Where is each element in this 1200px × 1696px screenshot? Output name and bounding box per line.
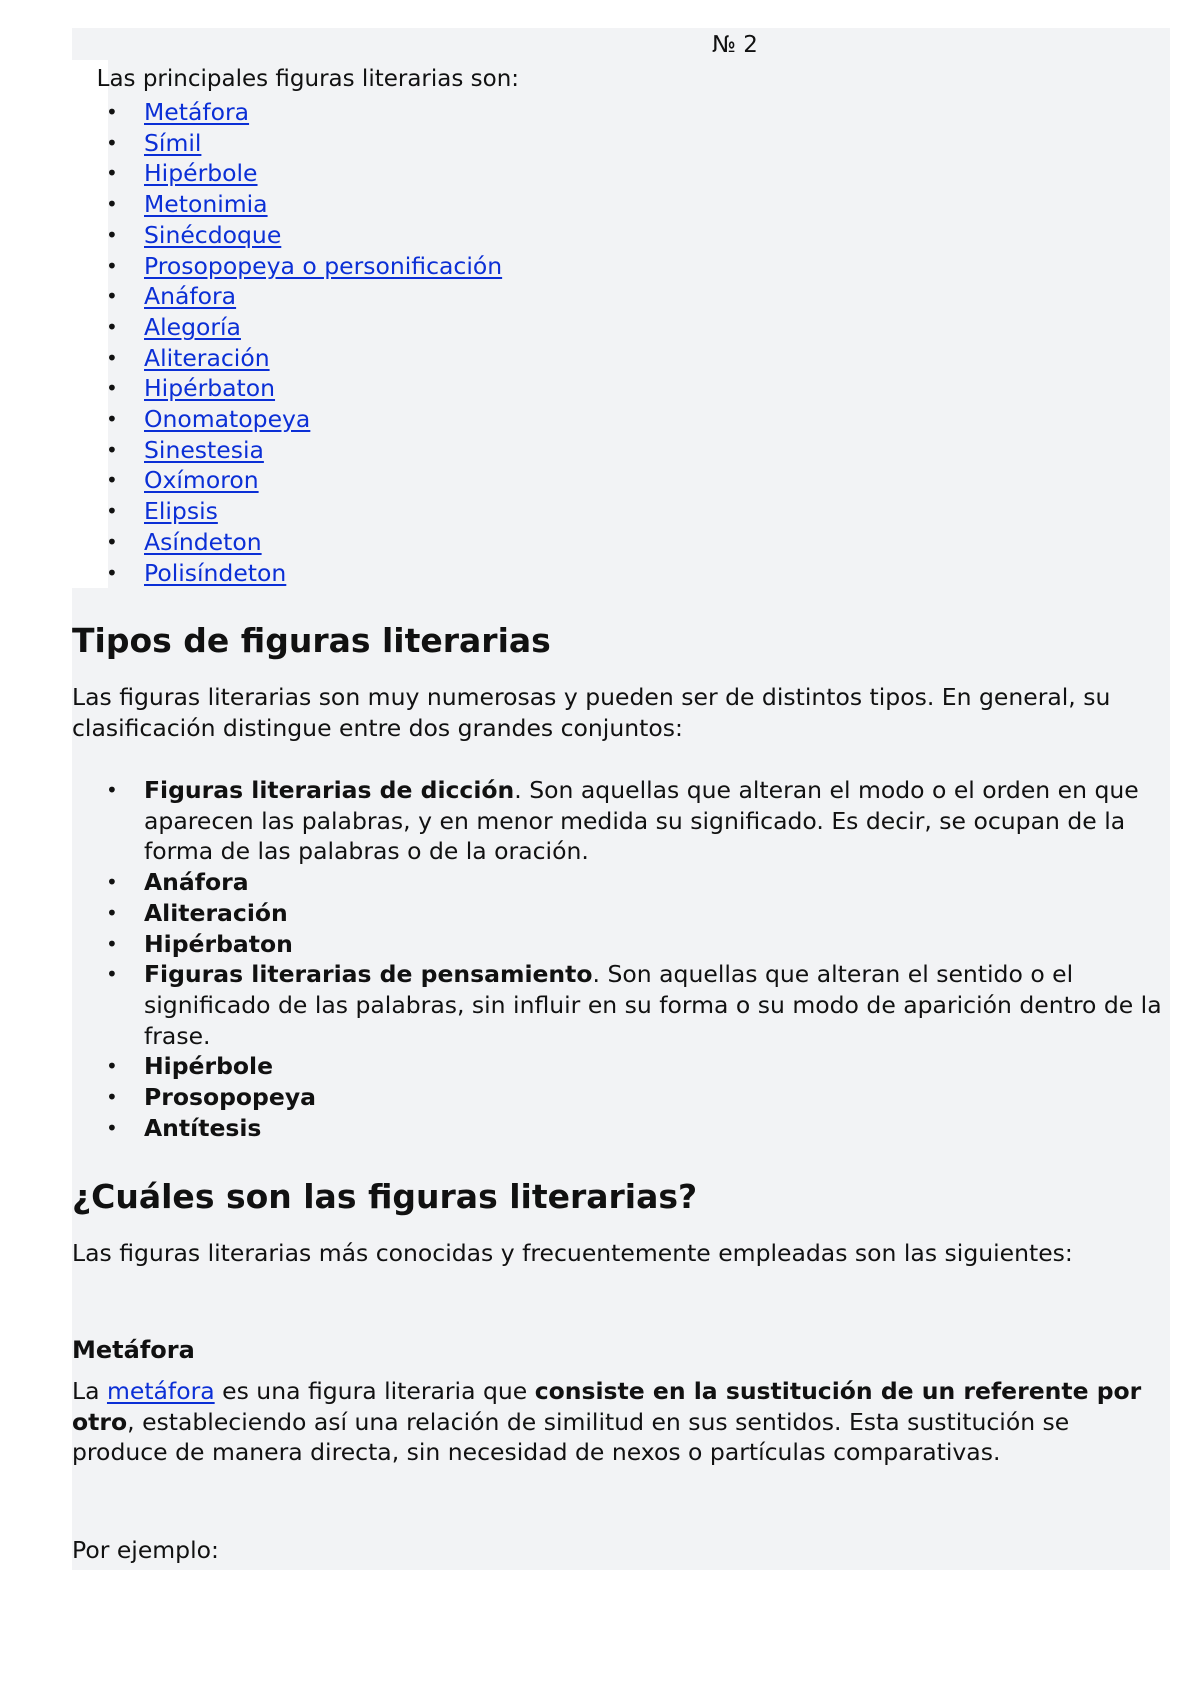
figure-link-onomatopeya[interactable]: Onomatopeya <box>144 405 311 434</box>
figure-link-metafora[interactable]: Metáfora <box>144 98 250 126</box>
list-item <box>72 97 502 128</box>
thought-item: Prosopopeya <box>144 1083 316 1112</box>
list-item <box>72 558 502 589</box>
list-item <box>72 1082 1177 1113</box>
page-number: № 2 <box>712 32 758 58</box>
figure-link-aliteracion[interactable]: Aliteración <box>144 343 270 372</box>
types-heading: Tipos de figuras literarias <box>72 621 551 660</box>
diction-item: Anáfora <box>144 868 249 897</box>
figure-link-metonimia[interactable]: Metonimia <box>144 190 268 219</box>
list-item <box>72 465 502 496</box>
types-list <box>72 775 1177 1143</box>
figure-link-anafora[interactable]: Anáfora <box>144 282 237 311</box>
figure-link-simil[interactable]: Símil <box>144 128 202 157</box>
metaphor-definition: consiste en la sustitución de un referente por otro <box>72 1377 1142 1436</box>
list-header-text: Las principales figuras literarias son: <box>96 66 520 92</box>
metaphor-paragraph <box>72 1376 1167 1468</box>
figure-link-alegoria[interactable]: Alegoría <box>144 312 241 341</box>
list-item <box>72 867 1177 898</box>
types-intro: Las figuras literarias son muy numerosas y pueden ser de distintos tipos. En general, su clasificación distingue entre dos grandes conjuntos: <box>72 683 1111 742</box>
list-item <box>72 929 1177 960</box>
list-item <box>72 312 502 343</box>
list-item <box>72 898 1177 929</box>
metaphor-text-start: La <box>72 1377 107 1405</box>
figure-link-polisindeton[interactable]: Polisíndeton <box>144 558 287 587</box>
metaphor-link[interactable]: metáfora <box>106 1377 215 1405</box>
metaphor-heading: Metáfora <box>72 1336 195 1364</box>
list-item <box>72 281 502 312</box>
list-item <box>72 775 1177 867</box>
list-item <box>72 220 502 251</box>
metaphor-text-mid: es una figura literaria que <box>214 1377 535 1405</box>
example-label: Por ejemplo: <box>72 1536 219 1564</box>
thought-term: Figuras literarias de pensamiento <box>144 960 593 989</box>
figure-link-sinestesia[interactable]: Sinestesia <box>144 435 264 464</box>
list-item <box>72 959 1177 1051</box>
list-item <box>72 496 502 527</box>
figure-link-asindeton[interactable]: Asíndeton <box>144 527 262 556</box>
metaphor-text-end: , estableciendo así una relación de similitud en sus sentidos. Esta sustitución se produce de manera directa, sin necesidad de nexos o partículas comparativas. <box>72 1407 1070 1467</box>
list-item <box>72 1113 1177 1144</box>
figure-link-hiperbole[interactable]: Hipérbole <box>144 159 258 188</box>
figure-link-elipsis[interactable]: Elipsis <box>144 497 218 526</box>
list-item <box>72 527 502 558</box>
thought-item: Hipérbole <box>144 1052 274 1081</box>
figure-link-oximoron[interactable]: Oxímoron <box>144 466 259 495</box>
diction-term: Figuras literarias de dicción <box>144 776 515 804</box>
list-item <box>72 189 502 220</box>
list-item <box>72 1051 1177 1082</box>
list-item <box>72 343 502 374</box>
which-heading: ¿Cuáles son las figuras literarias? <box>72 1177 698 1216</box>
diction-item: Aliteración <box>144 898 288 927</box>
figure-link-hiperbaton[interactable]: Hipérbaton <box>144 374 276 403</box>
list-item <box>72 404 502 435</box>
list-item <box>72 158 502 189</box>
figure-link-sinecdoque[interactable]: Sinécdoque <box>144 220 282 249</box>
which-intro: Las figuras literarias más conocidas y frecuentemente empleadas son las siguientes: <box>72 1239 1073 1267</box>
diction-description: . Son aquellas que alteran el modo o el orden en que aparecen las palabras, y en menor medida su significado. Es decir, se ocupan de la forma de las palabras o de la oración. <box>144 776 1139 866</box>
thought-item: Antítesis <box>144 1113 262 1142</box>
diction-item: Hipérbaton <box>144 929 293 958</box>
list-item <box>72 373 502 404</box>
list-item <box>72 251 502 282</box>
figures-link-list <box>72 97 502 588</box>
thought-description: . Son aquellas que alteran el sentido o el significado de las palabras, sin influir en su forma o su modo de aparición dentro de la frase. <box>144 960 1162 1050</box>
figure-link-prosopopeya[interactable]: Prosopopeya o personificación <box>144 251 503 280</box>
list-item <box>72 435 502 466</box>
list-item <box>72 128 502 159</box>
